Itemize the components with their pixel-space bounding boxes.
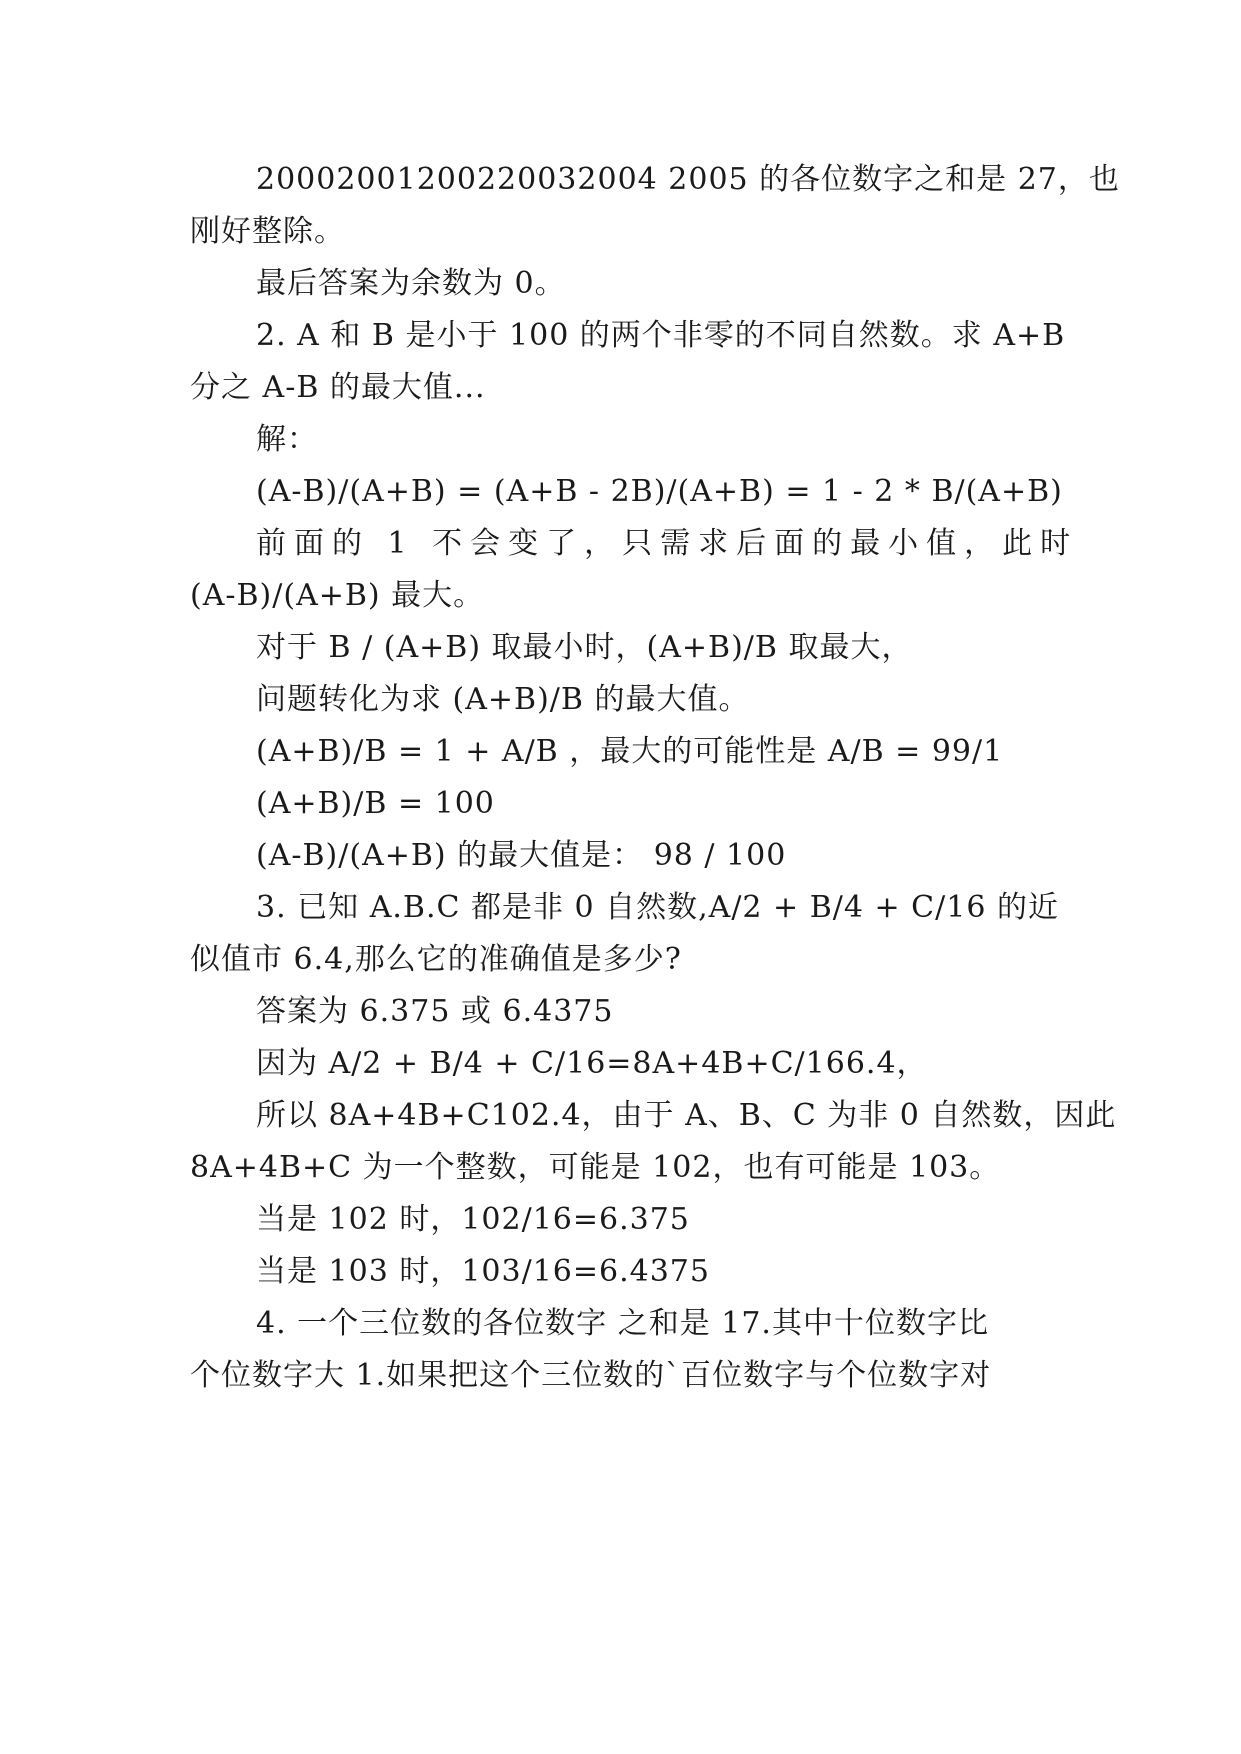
paragraph-line: 所以 8A+4B+C102.4，由于 A、B、C 为非 0 自然数，因此 [256, 1098, 1117, 1133]
paragraph-line: (A-B)/(A+B) 最大。 [190, 578, 485, 613]
paragraph-line: 似值市 6.4,那么它的准确值是多少? [190, 942, 682, 977]
question-heading: 2. A 和 B 是小于 100 的两个非零的不同自然数。求 A+B [256, 318, 1066, 353]
paragraph-line: 20002001200220032004 2005 的各位数字之和是 27，也 [256, 162, 1120, 197]
paragraph-line: 分之 A-B 的最大值... [190, 370, 486, 405]
formula-line: (A-B)/(A+B) 的最大值是： 98 / 100 [256, 838, 787, 873]
formula-line: (A+B)/B = 100 [256, 786, 495, 821]
paragraph-line: 最后答案为余数为 0。 [256, 266, 566, 301]
question-heading: 4. 一个三位数的各位数字 之和是 17.其中十位数字比 [256, 1306, 989, 1341]
paragraph-line: 前面的 1 不会变了，只需求后面的最小值，此时 [256, 526, 1079, 561]
paragraph-line: 对于 B / (A+B) 取最小时，(A+B)/B 取最大， [256, 630, 913, 665]
paragraph-line: 个位数字大 1.如果把这个三位数的`百位数字与个位数字对 [190, 1358, 992, 1393]
answer-line: 答案为 6.375 或 6.4375 [256, 994, 614, 1029]
paragraph-line: 8A+4B+C 为一个整数，可能是 102，也有可能是 103。 [190, 1150, 1001, 1185]
paragraph-line: 刚好整除。 [190, 214, 345, 249]
paragraph-line: 当是 103 时，103/16=6.4375 [256, 1254, 710, 1289]
solution-label: 解： [256, 422, 318, 457]
question-heading: 3. 已知 A.B.C 都是非 0 自然数,A/2 + B/4 + C/16 的近 [256, 890, 1059, 925]
formula-line: (A-B)/(A+B) = (A+B - 2B)/(A+B) = 1 - 2 * B/(A+B) [256, 474, 1063, 509]
formula-line: (A+B)/B = 1 + A/B ，最大的可能性是 A/B = 99/1 [256, 734, 1004, 769]
paragraph-line: 问题转化为求 (A+B)/B 的最大值。 [256, 682, 750, 717]
paragraph-line: 当是 102 时，102/16=6.375 [256, 1202, 690, 1237]
paragraph-line: 因为 A/2 + B/4 + C/16=8A+4B+C/166.4， [256, 1046, 928, 1081]
